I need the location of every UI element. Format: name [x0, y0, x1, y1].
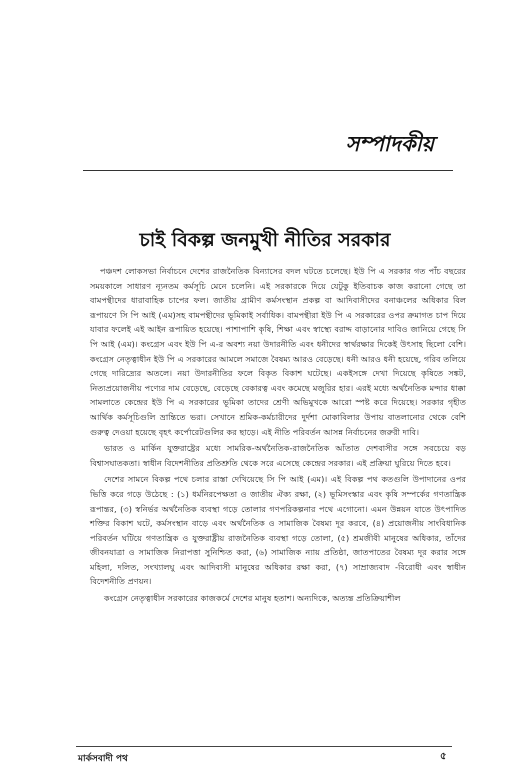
paragraph: ভারত ও মার্কিন যুক্তরাষ্ট্রের মধ্যে সামরিক-অর্থনৈতিক-রাজনৈতিক আঁতাত দেশবাসীর সঙ্গে সবচেয়ে বড় বিশ্বাসঘাতকতা। স্বাধীন বিদেশনীতির প্রতিশ্রুতি থেকে সরে এসেছে কেন্দ্রের সরকার। এই প্রক্রিয়া ঘুরিয়ে দিতে হবে।: [90, 443, 466, 468]
footer-divider: [76, 746, 452, 747]
publication-name: মার্কসবাদী পথ: [78, 754, 128, 764]
paragraph: কংগ্রেস নেতৃত্বাধীন সরকারের কাজকর্মে দেশের মানুষ হতাশ। অন্যদিকে, অত্যন্ত প্রতিক্রিয়াশীল: [104, 593, 401, 604]
article-body: [90, 264, 466, 608]
paragraph: দেশের সামনে বিকল্প পথে চলার রাস্তা দেখিয়েছে সি পি আই (এম)। এই বিকল্প পথ কতগুলি উপাদানের ওপর ভিত্তি করে গড়ে উঠেছে : (১) ধর্মনিরপেক্ষতা ও জাতীয় ঐক্য রক্ষা, (২) ভূমিসংস্কার এবং কৃষি সম্পর্কের গণতান্ত্রিক রূপান্তর, (৩) স্বনির্ভর অর্থনৈতিক ব্যবস্থা গড়ে তোলার গণপরিকল্পনার পথে এগোনো। এমন উন্নয়ন যাতে উৎপাদিত শক্তির বিকাশ ঘটে, কর্মসংস্থান বাড়ে এবং অর্থনৈতিক ও সামাজিক বৈষম্য দূর করবে, (৪) প্রয়োজনীয় সাংবিধানিক পরিবর্তন ঘটিয়ে গণতান্ত্রিক ও যুক্তরাষ্ট্রীয় রাজনৈতিক ব্যবস্থা গড়ে তোলা, (৫) শ্রমজীবী মানুষের অধিকার, তাঁদের জীবনযাত্রা ও সামাজিক নিরাপত্তা সুনিশ্চিত করা, (৬) সামাজিক ন্যায় প্রতিষ্ঠা, জাতপাতের বৈষম্য দূর করার সঙ্গে মহিলা, দলিত, সংখ্যালঘু এবং আদিবাসী মানুষের অধিকার রক্ষা করা, (৭) সাম্রাজ্যবাদ -বিরোধী এবং স্বাধীন বিদেশনীতি প্রণয়ন।: [90, 474, 466, 587]
paragraph: পঞ্চদশ লোকসভা নির্বাচনে দেশের রাজনৈতিক বিন্যাসের বদল ঘটতে চলেছে। ইউ পি এ সরকার গত পাঁচ বছরের সময়কালে সাধারণ ন্যূনতম কর্মসূচি মেনে চলেনি। এই সরকারকে দিয়ে যেটুকু ইতিবাচক কাজ করানো গেছে তা বামপন্থীদের ধারাবাহিক চাপের ফল। জাতীয় গ্রামীণ কর্মসংস্থান প্রকল্প বা আদিবাসীদের বনাঞ্চলের অধিকার বিল রূপায়ণে সি পি আই (এম)সহ বামপন্থীদের ভূমিকাই সর্বাধিক। বামপন্থীরা ইউ পি এ সরকারের ওপর ক্রমাগত চাপ দিয়ে যাবার ফলেই এই আইন রূপায়িত হয়েছে। পাশাপাশি কৃষি, শিক্ষা এবং স্বাস্থ্যে বরাদ্দ বাড়ানোর দাবিও জানিয়ে গেছে সি পি আই (এম)। কংগ্রেস এবং ইউ পি এ-র অবশ্য নয়া উদারনীতি এবং ধনীদের স্বার্থরক্ষার দিকেই উৎসাহ ছিলো বেশি। কংগ্রেস নেতৃত্বাধীন ইউ পি এ সরকারের আমলে সমাজে বৈষম্য আরও বেড়েছে। ধনী আরও ধনী হয়েছে, গরিব তলিয়ে গেছে দারিদ্র্যের অতলে। নয়া উদারনীতির ফলে বিকৃত বিকাশ ঘটেছে। একইসঙ্গে দেখা দিয়েছে কৃষিতে সঙ্কট, নিত্যপ্রয়োজনীয় পণ্যের দাম বেড়েছে, বেড়েছে বেকারত্ব এবং কমেছে মজুরির হার। এরই মধ্যে অর্থনৈতিক মন্দার ধাক্কা সামলাতে কেন্দ্রের ইউ পি এ সরকারের ভূমিকা তাদের শ্রেণী অভিমুখকে আরো স্পষ্ট করে দিয়েছে। সরকার গৃহীত আর্থিক কর্মসূচিগুলি ভ্রান্তিতে ভরা। সেখানে শ্রমিক-কর্মচারীদের দুর্দশা মোকাবিলার উপায় বাতলানোর থেকে বেশি গুরুত্ব দেওয়া হয়েছে বৃহৎ কর্পোরেটগুলির কর ছাড়ে। এই নীতি পরিবর্তন আসন্ন নির্বাচনের জরুরী দাবি।: [90, 266, 466, 437]
section-title: সম্পাদকীয়: [345, 132, 434, 156]
title-divider: [83, 170, 453, 171]
article-headline: চাই বিকল্প জনমুখী নীতির সরকার: [139, 229, 391, 251]
page-number: ৫: [440, 751, 447, 762]
